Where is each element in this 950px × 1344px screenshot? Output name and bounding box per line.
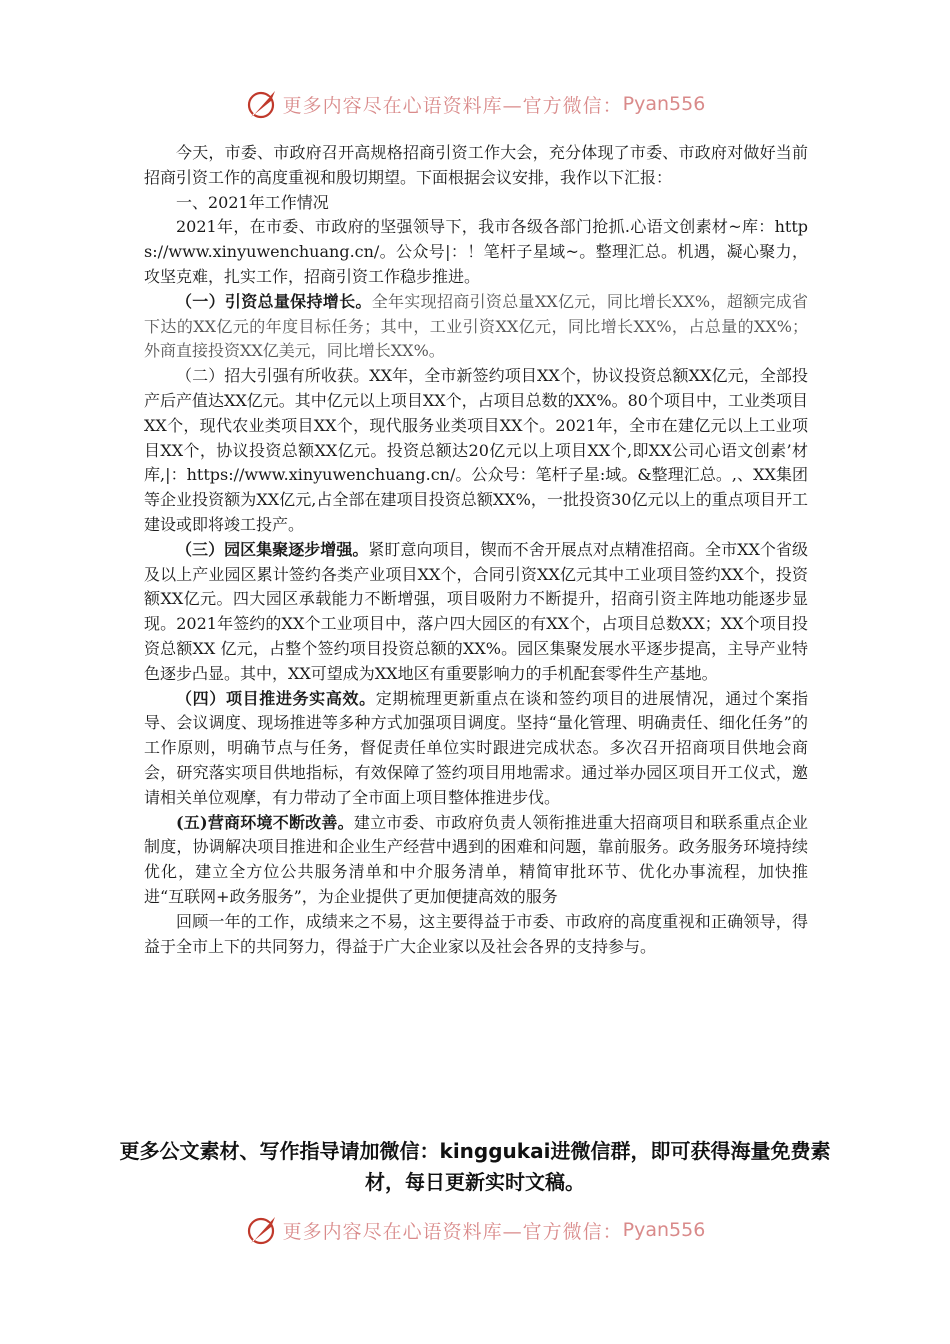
item-paragraph-5: [144, 811, 808, 910]
item-paragraph-3: [144, 538, 808, 687]
banner-text: 更多内容尽在心语资料库—官方微信：: [282, 1220, 623, 1243]
item-body-3: 紧盯意向项目，锲而不舍开展点对点精准招商。全市XX个省级及以上产业园区累计签约各类产业项目XX个，合同引资XX亿元其中工业项目签约XX个，投资额XX亿元。四大园区承载能力不断增强，项目吸附力不断提升，招商引资主阵地功能逐步显现。2021年签约的XX个工业项目中，落户四大园区的有XX个，占项目总数XX；XX个项目投资总额XX 亿元，占整个签约项目投资总额的XX%。园区集聚发展水平逐步提高，主导产业特色逐步凸显。其中，XX可望成为XX地区有重要影响力的手机配套零件生产基地。: [144, 539, 808, 683]
item-lead-4: （四）项目推进务实高效。: [176, 688, 376, 708]
item-paragraph-2: [144, 364, 808, 538]
footer-note: 更多公文素材、写作指导请加微信：kinggukai进微信群，即可获得海量免费素材，每日更新实时文稿。: [119, 1139, 831, 1194]
banner-wechat-id: Pyan556: [622, 1219, 706, 1241]
item-body-4: 定期梳理更新重点在谈和签约项目的进展情况，通过个案指导、会议调度、现场推进等多种方式加强项目调度。坚持“量化管理、明确责任、细化任务”的工作原则，明确节点与任务，督促责任单位实时跟进完成状态。多次召开招商项目供地会商会，研究落实项目供地指标，有效保障了签约项目用地需求。通过举办园区项目开工仪式，邀请相关单位观摩，有力带动了全市面上项目整体推进步伐。: [144, 688, 808, 807]
item-body-1: 全年实现招商引资总量XX亿元，同比增长XX%，超额完成省下达的XX亿元的年度目标任务；其中，工业引资XX亿元，同比增长XX%，占总量的XX%；外商直接投资XX亿美元，同比增长XX%。: [144, 291, 808, 361]
intro-paragraph: 今天，市委、市政府召开高规格招商引资工作大会，充分体现了市委、市政府对做好当前招商引资工作的高度重视和殷切期望。下面根据会议安排，我作以下汇报：: [144, 143, 808, 187]
quill-logo-icon: [245, 87, 279, 121]
section-paragraph: 2021年，在市委、市政府的坚强领导下，我市各级各部门抢抓.心语文创素材~库：https://www.xinyuwenchuang.cn/。公众号|：！笔杆子星域~。整理汇总。机遇，凝心聚力，攻坚克难，扎实工作，招商引资工作稳步推进。: [144, 217, 808, 286]
item-lead-2: （二）招大引强有所收获。: [176, 366, 370, 386]
item-paragraph-1: [144, 290, 808, 364]
review-paragraph: 回顾一年的工作，成绩来之不易，这主要得益于市委、市政府的高度重视和正确领导，得益于全市上下的共同努力，得益于广大企业家以及社会各界的支持参与。: [144, 911, 808, 956]
item-lead-5: (五)营商环境不断改善。: [176, 812, 354, 832]
banner-text: 更多内容尽在心语资料库—官方微信：: [282, 94, 623, 117]
item-body-5: 建立市委、市政府负责人领衔推进重大招商项目和联系重点企业制度，协调解决项目推进和企业生产经营中遇到的困难和问题，靠前服务。政务服务环境持续优化，建立全方位公共服务清单和中介服务清单，精简审批环节、优化办事流程，加快推进“互联网+政务服务”，为企业提供了更加便捷高效的服务: [144, 812, 808, 906]
quill-logo-icon: [245, 1213, 279, 1247]
item-body-2: XX年，全市新签约项目XX个，协议投资总额XX亿元，全部投产后产值达XX亿元。其中亿元以上项目XX个，占项目总数的XX%。80个项目中，工业类项目XX个，现代农业类项目XX个，现代服务业类项目XX个。2021年，全市在建亿元以上工业项目XX个，协议投资总额XX亿元。投资总额达20亿元以上项目XX个,即XX公司心语文创素’材库,|：https://www.xinyuwenchuang.cn/。公众号：笔杆子星:域。&整理汇总。,、XX集团等企业投资额为XX亿元,占全部在建项目投资总额XX%，一批投资30亿元以上的重点项目开工建设或即将竣工投产。: [144, 366, 808, 534]
item-paragraph-4: [144, 687, 808, 811]
document-body: [144, 141, 808, 959]
item-lead-1: （一）引资总量保持增长。: [176, 291, 372, 311]
header-banner: [0, 86, 950, 122]
footer-banner: [0, 1212, 950, 1248]
item-lead-3: （三）园区集聚逐步增强。: [176, 539, 369, 559]
banner-wechat-id: Pyan556: [622, 93, 706, 115]
section-heading: 一、2021年工作情况: [176, 192, 329, 212]
